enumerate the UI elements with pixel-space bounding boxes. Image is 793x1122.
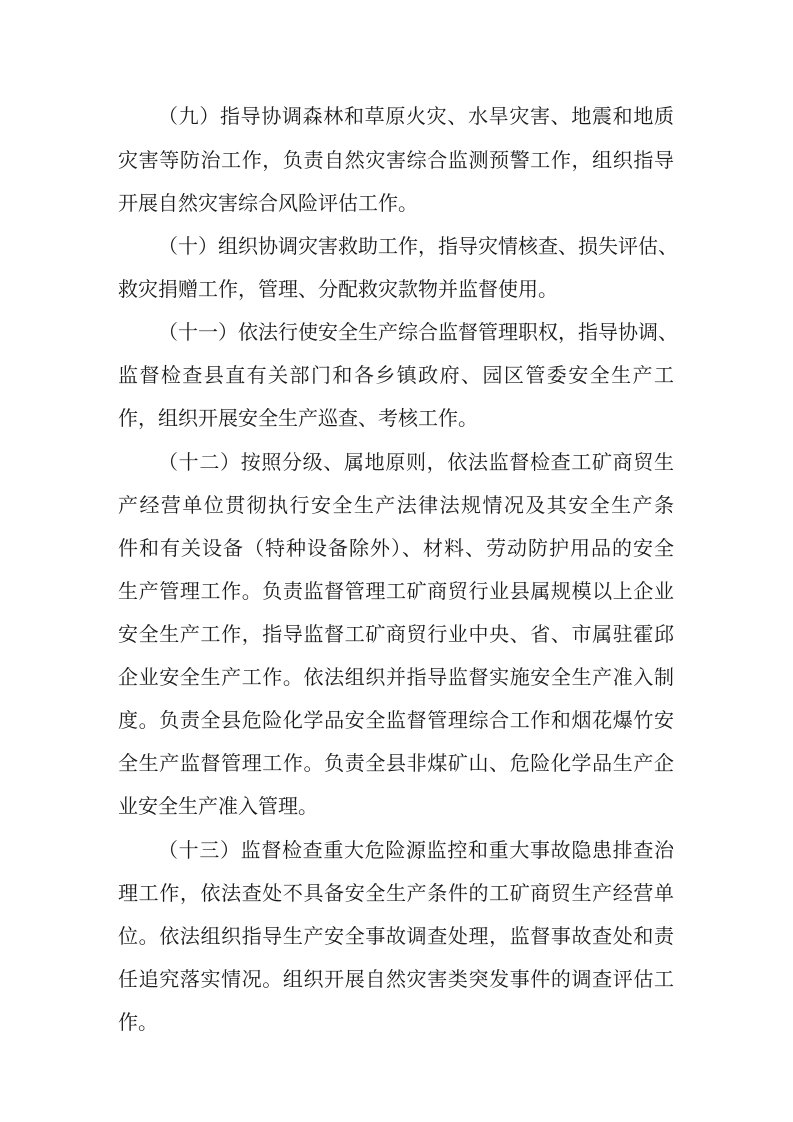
text-line: 灾害等防治工作，负责自然灾害综合监测预警工作，组织指导 — [118, 148, 674, 172]
text-line: 产经营单位贯彻执行安全生产法律法规情况及其安全生产条 — [118, 493, 674, 517]
text-line: 生产管理工作。负责监督管理工矿商贸行业县属规模以上企业 — [118, 579, 674, 603]
text-line: 位。依法组织指导生产安全事故调查处理，监督事故查处和责 — [118, 924, 674, 948]
text-line: 安全生产工作，指导监督工矿商贸行业中央、省、市属驻霍邱 — [118, 622, 674, 646]
text-line: 救灾捐赠工作，管理、分配救灾款物并监督使用。 — [118, 277, 558, 301]
text-line: 作。 — [118, 1010, 158, 1034]
text-line: 作，组织开展安全生产巡查、考核工作。 — [118, 406, 478, 430]
text-line: 全生产监督管理工作。负责全县非煤矿山、危险化学品生产企 — [118, 751, 674, 775]
text-line: 监督检查县直有关部门和各乡镇政府、园区管委安全生产工 — [118, 363, 674, 387]
text-line: 业安全生产准入管理。 — [118, 794, 318, 818]
text-line: 度。负责全县危险化学品安全监督管理综合工作和烟花爆竹安 — [118, 708, 674, 732]
text-line: 理工作，依法查处不具备安全生产条件的工矿商贸生产经营单 — [118, 881, 674, 905]
text-line: （十）组织协调灾害救助工作，指导灾情核查、损失评估、 — [158, 234, 678, 258]
text-line: （九）指导协调森林和草原火灾、水旱灾害、地震和地质 — [158, 104, 674, 128]
text-line: （十一）依法行使安全生产综合监督管理职权，指导协调、 — [158, 320, 678, 344]
text-line: 开展自然灾害综合风险评估工作。 — [118, 191, 418, 215]
text-line: （十二）按照分级、属地原则，依法监督检查工矿商贸生 — [158, 450, 674, 474]
text-line: 任追究落实情况。组织开展自然灾害类突发事件的调查评估工 — [118, 967, 674, 991]
text-line: 件和有关设备（特种设备除外）、材料、劳动防护用品的安全 — [118, 536, 674, 560]
text-line: （十三）监督检查重大危险源监控和重大事故隐患排查治 — [158, 838, 674, 862]
text-line: 企业安全生产工作。依法组织并指导监督实施安全生产准入制 — [118, 665, 674, 689]
